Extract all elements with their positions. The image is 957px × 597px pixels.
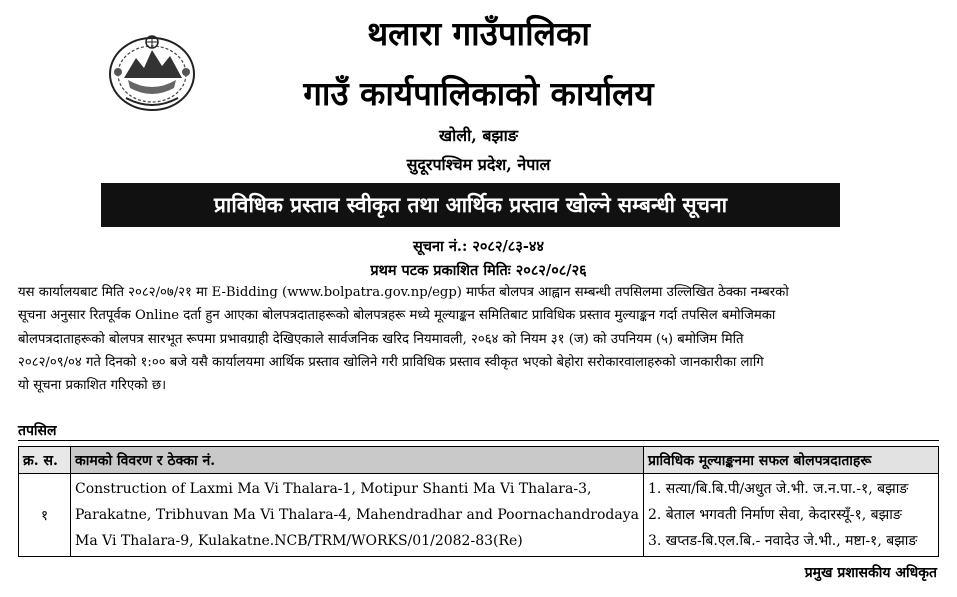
body-line: सूचना अनुसार रितपूर्वक Online दर्ता हुन आएका बोलपत्रदाताहरूको बोलपत्रहरू मध्ये मूल्याङ्कन समितिबाट प्राविधिक प्रस्ताव मुल्याङ्कन गर्दा तपसिल बमोजिमका xyxy=(18,308,776,324)
notice-title-banner: प्राविधिक प्रस्ताव स्वीकृत तथा आर्थिक प्रस्ताव खोल्ने सम्बन्धी सूचना xyxy=(101,183,840,227)
row-work-description xyxy=(71,474,644,557)
body-line: यो सूचना प्रकाशित गरिएको छ। xyxy=(18,378,167,394)
bidder-item: 3. खप्तड-बि.एल.बि.- नवादेउ जे.भी., मष्टा-१, बझाङ xyxy=(647,533,918,549)
office-name: थलारा गाउँपालिका xyxy=(367,14,590,53)
table-row xyxy=(19,474,939,557)
divider xyxy=(18,440,939,441)
row-serial: १ xyxy=(19,474,71,557)
header-work-description: कामको विवरण र ठेक्का नं. xyxy=(71,447,644,474)
body-line: बोलपत्रदाताहरूको बोलपत्र सारभूत रूपमा प्रभावग्राही देखिएकाले सार्वजनिक खरिद नियमावली, २०६४ को नियम ३१ (ज) को उपनियम (५) बमोजिम मिति xyxy=(18,331,744,347)
work-line: Construction of Laxmi Ma Vi Thalara-1, Motipur Shanti Ma Vi Thalara-3, xyxy=(75,481,592,497)
body-line: २०८२/०९/०४ गते दिनको १:०० बजे यसै कार्यालयमा आर्थिक प्रस्ताव खोलिने गरी प्राविधिक प्रस्ताव स्वीकृत भएको बेहोरा सरोकारवालाहरुको जानकारीका लागि xyxy=(18,354,764,370)
signatory-title: प्रमुख प्रशासकीय अधिकृत xyxy=(804,565,937,581)
notice-body xyxy=(18,281,938,397)
bidder-item: 2. बेताल भगवती निर्माण सेवा, केदारस्यूँ-१, बझाङ xyxy=(647,507,902,523)
bidder-item: 1. सत्या/बि.बि.पी/अधुत जे.भी. ज.न.पा.-१, बझाङ xyxy=(647,481,909,497)
published-date: प्रथम पटक प्रकाशित मितिः २०८२/०८/२६ xyxy=(370,262,587,279)
body-line: यस कार्यालयबाट मिति २०८२/०७/२१ मा E-Bidding (www.bolpatra.gov.np/egp) मार्फत बोलपत्र आह्वान सम्बन्धी तपसिलमा उल्लिखित ठेक्का नम्बरको xyxy=(18,285,789,300)
office-province: सुदूरपश्चिम प्रदेश, नेपाल xyxy=(406,155,551,174)
work-line: Parakatne, Tribhuvan Ma Vi Thalara-4, Mahendradhar and Poornachandrodaya xyxy=(75,507,639,523)
schedule-label: तपसिल xyxy=(18,423,57,439)
header-serial: क्र. स. xyxy=(19,447,71,474)
table-header-row xyxy=(19,447,939,474)
notice-number: सूचना नं.: २०८२/८३-४४ xyxy=(413,238,544,255)
office-location: खोली, बझाङ xyxy=(439,126,518,145)
work-line: Ma Vi Thalara-9, Kulakatne.NCB/TRM/WORKS/01/2082-83(Re) xyxy=(75,533,523,549)
office-subtitle: गाउँ कार्यपालिकाको कार्यालय xyxy=(303,74,654,113)
header-successful-bidders: प्राविधिक मूल्याङ्कनमा सफल बोलपत्रदाताहरू xyxy=(643,447,938,474)
bidders-table xyxy=(18,446,939,557)
row-bidders xyxy=(643,474,938,557)
